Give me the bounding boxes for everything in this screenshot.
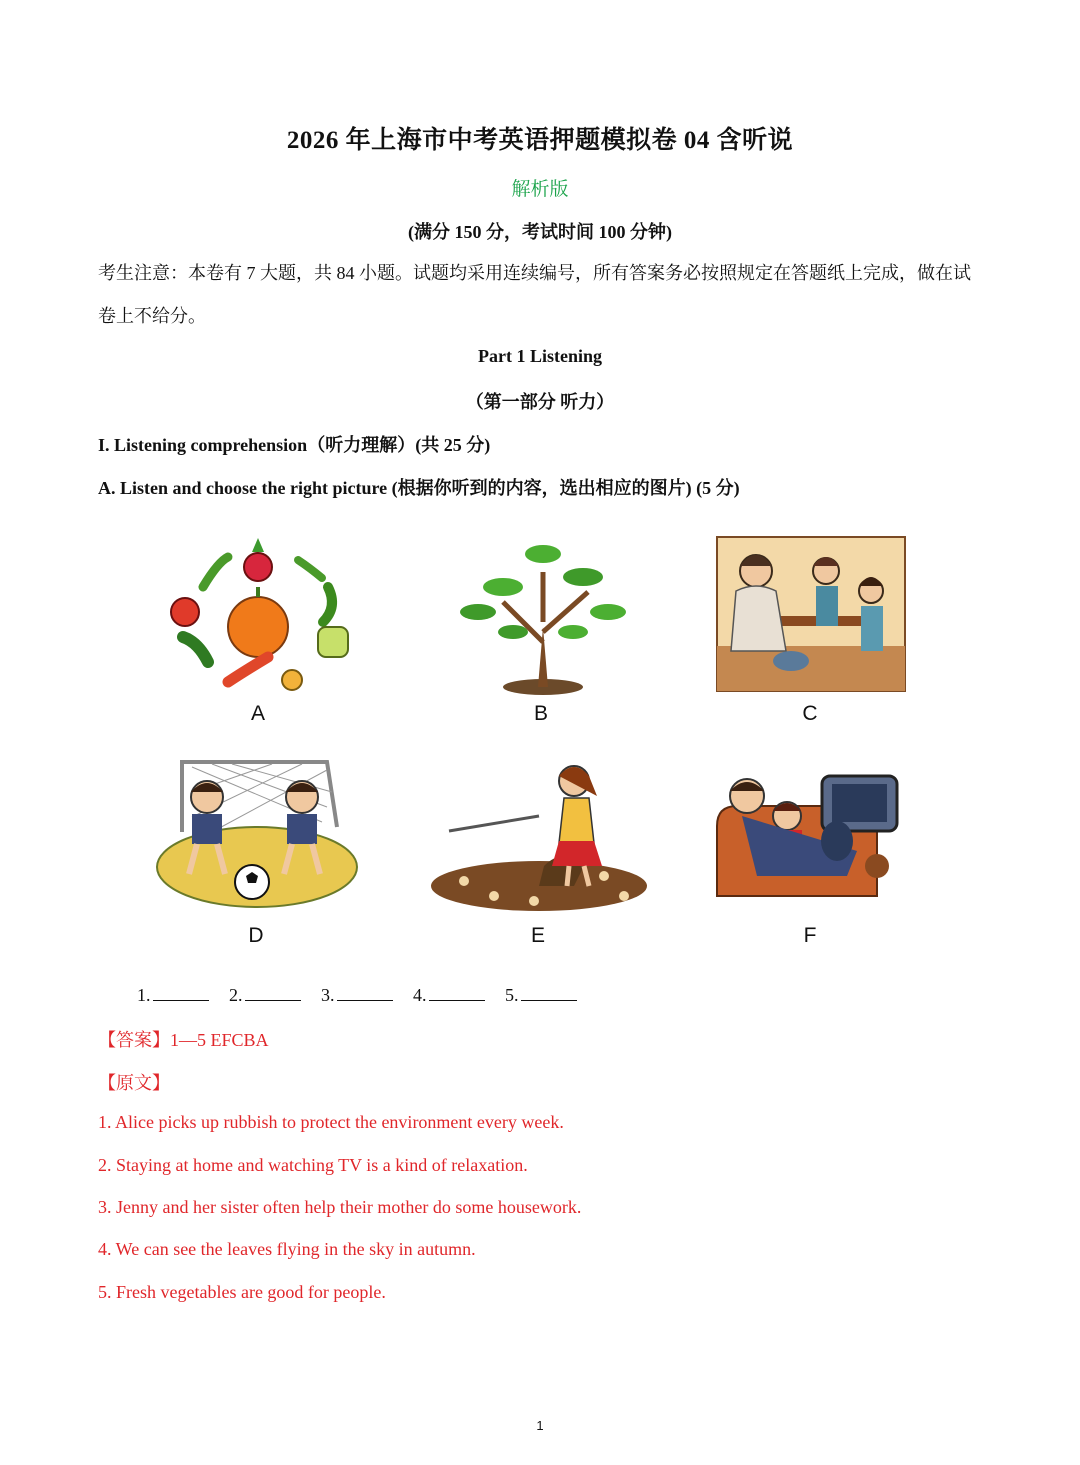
vegetables-icon [158,532,358,712]
blank-3[interactable]: 3. [321,984,393,1006]
part-title: Part 1 Listening [478,346,602,366]
transcript-line-3: 3. Jenny and her sister often help their mother do some housework. [98,1197,582,1217]
transcript-line-4: 4. We can see the leaves flying in the sky in autumn. [98,1239,476,1259]
page-number: 1 [536,1418,544,1433]
transcript-line-2: 2. Staying at home and watching TV is a kind of relaxation. [98,1155,528,1175]
picture-label-f: F [803,924,817,947]
transcript-label: 【原文】 [98,1073,170,1093]
answer-line [98,1026,269,1052]
transcript-line-1: 1. Alice picks up rubbish to protect the environment every week. [98,1112,564,1132]
score-info: (满分 150 分，考试时间 100 分钟) [408,222,672,242]
version-subtitle: 解析版 [511,179,569,200]
document-title: 2026 年上海市中考英语押题模拟卷 04 含听说 [286,127,794,154]
blank-5[interactable]: 5. [505,984,577,1006]
picture-label-b: B [533,702,548,725]
rubbish-picking-icon [424,756,624,936]
section-heading: I. Listening comprehension（听力理解）(共 25 分) [98,435,491,455]
picture-label-c: C [802,702,818,725]
football-icon [152,752,352,932]
picture-label-d: D [248,924,264,947]
picture-label-a: A [250,702,265,725]
blank-4[interactable]: 4. [413,984,485,1006]
answer-blanks [137,984,593,1006]
tree-icon [443,532,643,712]
transcript-line-5: 5. Fresh vegetables are good for people. [98,1282,386,1302]
answer-label: 【答案】 [98,1030,170,1050]
answer-text: 1—5 EFCBA [170,1030,269,1050]
blank-1[interactable]: 1. [137,984,209,1006]
section-subheading: A. Listen and choose the right picture (根据你听到的内容，选出相应的图片) (5 分) [98,478,740,498]
exam-notice: 考生注意：本卷有 7 大题，共 84 小题。试题均采用连续编号，所有答案务必按照规定在答题纸上完成，做在试卷上不给分。 [98,263,971,326]
housework-icon [716,536,916,716]
blank-2[interactable]: 2. [229,984,301,1006]
part-title-cn: （第一部分 听力） [465,392,615,412]
picture-label-e: E [530,924,545,947]
watching-tv-icon [712,766,912,946]
